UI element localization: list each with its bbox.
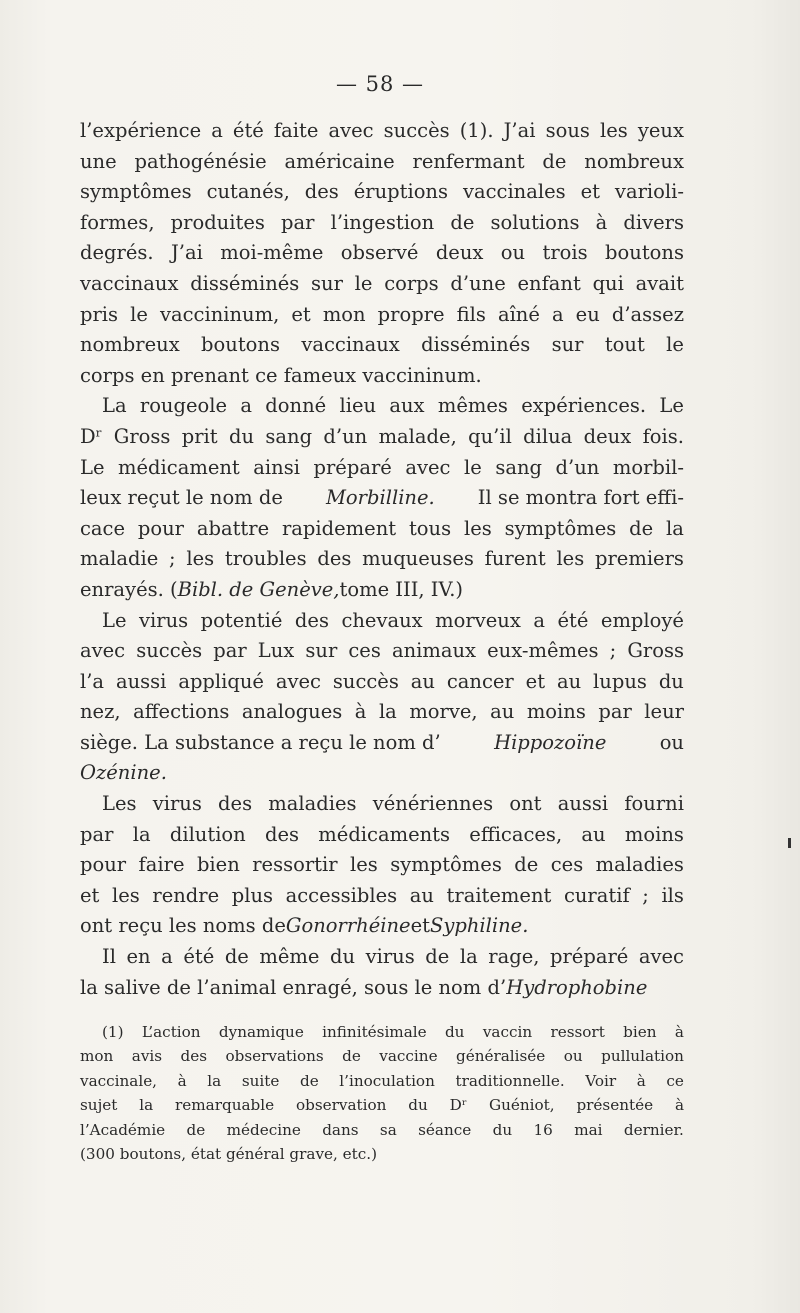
text-line: cace pour abattre rapidement tous les symptômes de la bbox=[80, 516, 684, 540]
text-line bbox=[80, 911, 684, 942]
text-line bbox=[80, 973, 684, 1004]
text-line bbox=[80, 758, 684, 789]
remedy-name-italic: Gonorrhéine bbox=[285, 914, 411, 938]
text-line: l’expérience a été faite avec succès (1). J’ai sous les yeux bbox=[80, 119, 684, 142]
reference-italic: Bibl. de Genève, bbox=[177, 577, 340, 601]
text-line bbox=[80, 575, 684, 606]
text-fragment: leux reçut le nom de bbox=[80, 486, 283, 510]
footnote-line: (1) L’action dynamique infinitésimale du vaccin ressort bien à bbox=[102, 1023, 684, 1041]
text-line: nez, affections analogues à la morve, au moins par leur bbox=[80, 700, 684, 724]
text-line: une pathogénésie américaine renfermant de nombreux bbox=[80, 149, 684, 173]
text-fragment: siège. La substance a reçu le nom d’ bbox=[80, 730, 441, 754]
text-line: Le médicament ainsi préparé avec le sang d’un morbil- bbox=[80, 455, 684, 479]
text-line: pour faire bien ressortir les symptômes de ces maladies bbox=[80, 853, 684, 877]
text-line: avec succès par Lux sur ces animaux eux-mêmes ; Gross bbox=[80, 639, 684, 663]
footnote-line: sujet la remarquable observation du Dʳ Guéniot, présentée à bbox=[80, 1096, 684, 1115]
footnote-line: l’Académie de médecine dans sa séance du 16 mai dernier. bbox=[80, 1120, 684, 1139]
text-line: par la dilution des médicaments efficaces, au moins bbox=[80, 822, 684, 846]
footnote-line: (300 boutons, état général grave, etc.) bbox=[80, 1144, 378, 1163]
footnote bbox=[80, 1020, 684, 1166]
remedy-name-italic: Hippozoïne bbox=[494, 730, 607, 754]
remedy-name-italic: Hydrophobine bbox=[506, 975, 648, 999]
text-line: formes, produites par l’ingestion de solutions à divers bbox=[80, 210, 684, 234]
footnote-line: vaccinale, à la suite de l’inoculation traditionnelle. Voir à ce bbox=[80, 1071, 684, 1090]
paragraph-start: La rougeole a donné lieu aux mêmes expériences. Le bbox=[102, 394, 684, 418]
paragraph-start: Les virus des maladies vénériennes ont aussi fourni bbox=[102, 792, 684, 816]
text-fragment: enrayés. ( bbox=[80, 577, 178, 601]
remedy-name-italic: Ozénine. bbox=[80, 761, 167, 785]
paragraph-start: Le virus potentié des chevaux morveux a été employé bbox=[102, 608, 684, 632]
text-fragment: Il se montra fort effi- bbox=[477, 486, 684, 510]
remedy-name-italic: Morbilline. bbox=[325, 486, 435, 510]
text-line: pris le vaccininum, et mon propre fils aîné a eu d’assez bbox=[80, 302, 684, 326]
text-line bbox=[80, 483, 684, 514]
footnote-line: mon avis des observations de vaccine généralisée ou pullulation bbox=[80, 1047, 684, 1066]
text-fragment: ont reçu les noms de bbox=[80, 914, 286, 938]
text-line: et les rendre plus accessibles au traitement curatif ; ils bbox=[80, 883, 684, 907]
text-line: vaccinaux disséminés sur le corps d’une enfant qui avait bbox=[80, 271, 684, 295]
text-fragment: tome III, IV.) bbox=[339, 577, 463, 601]
text-line: maladie ; les troubles des muqueuses furent les premiers bbox=[80, 547, 684, 571]
text-fragment: et bbox=[410, 914, 430, 938]
text-fragment: ou bbox=[659, 730, 684, 754]
ink-speck bbox=[788, 838, 791, 848]
body-text bbox=[80, 116, 684, 1003]
text-fragment: la salive de l’animal enragé, sous le nom d’ bbox=[80, 975, 507, 999]
page-number: — 58 — bbox=[335, 72, 425, 96]
remedy-name-italic: Syphiline. bbox=[429, 914, 529, 938]
text-line: Dʳ Gross prit du sang d’un malade, qu’il dilua deux fois. bbox=[80, 424, 684, 448]
text-line: nombreux boutons vaccinaux disséminés sur tout le bbox=[80, 333, 684, 357]
text-line: symptômes cutanés, des éruptions vaccinales et varioli- bbox=[80, 180, 684, 204]
text-line bbox=[80, 728, 684, 759]
text-line: l’a aussi appliqué avec succès au cancer et au lupus du bbox=[80, 669, 684, 693]
paragraph-start: Il en a été de même du virus de la rage, préparé avec bbox=[102, 945, 684, 969]
text-line: corps en prenant ce fameux vaccininum. bbox=[80, 363, 482, 387]
text-line: degrés. J’ai moi-même observé deux ou trois boutons bbox=[80, 241, 684, 265]
